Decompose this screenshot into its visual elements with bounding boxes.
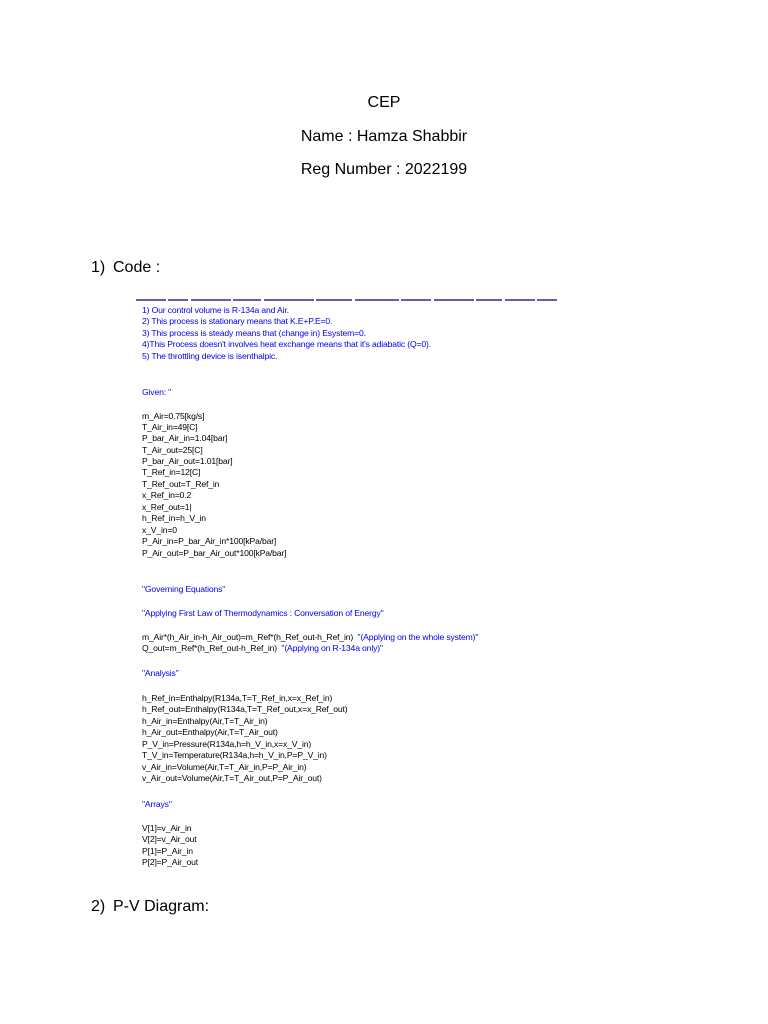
given-label: Given: "	[142, 387, 172, 397]
analysis-line: h_Air_out=Enthalpy(Air,T=T_Air_out)	[142, 727, 278, 737]
array-line: V[1]=v_Air_in	[142, 823, 192, 833]
given-line: T_Air_in=49[C]	[142, 422, 198, 432]
given-line: x_V_in=0	[142, 525, 177, 535]
author-name: Name : Hamza Shabbir	[300, 128, 468, 145]
section-heading-code	[91, 259, 160, 277]
given-line: P_bar_Air_in=1.04[bar]	[142, 433, 228, 443]
analysis-line: T_V_in=Temperature(R134a,h=h_V_in,P=P_V_in)	[142, 750, 327, 760]
equation-text: m_Air*(h_Air_in-h_Air_out)=m_Ref*(h_Ref_out-h_Ref_in)	[142, 632, 354, 642]
section-heading-pv-diagram	[91, 898, 209, 916]
assumption-line: 4)This Process doesn't involves heat exchange means that it's adiabatic (Q=0).	[142, 339, 431, 349]
assumption-line: 2) This process is stationary means that K.E+P.E=0.	[142, 316, 333, 326]
section-number: 1)	[91, 259, 106, 276]
section-label: P-V Diagram:	[113, 898, 210, 915]
equation-line	[142, 632, 478, 643]
governing-equations-label: "Governing Equations"	[142, 584, 226, 594]
equation-comment: "(Applying on R-134a only)"	[281, 643, 383, 653]
arrays-label: "Arrays"	[142, 799, 172, 809]
section-number: 2)	[91, 898, 106, 915]
array-line: V[2]=v_Air_out	[142, 834, 197, 844]
analysis-line: v_Air_out=Volume(Air,T=T_Air_out,P=P_Air_out)	[142, 773, 322, 783]
analysis-label: "Analysis"	[142, 668, 179, 678]
assumption-line: 3) This process is steady means that (change in) Esystem=0.	[142, 328, 366, 338]
given-line: P_Air_out=P_bar_Air_out*100[kPa/bar]	[142, 548, 287, 558]
analysis-line: P_V_in=Pressure(R134a,h=h_V_in,x=x_V_in)	[142, 739, 312, 749]
analysis-line: h_Ref_in=Enthalpy(R134a,T=T_Ref_in,x=x_Ref_in)	[142, 693, 333, 703]
truncated-top-line	[136, 297, 560, 303]
given-line: P_bar_Air_out=1.01[bar]	[142, 456, 233, 466]
given-line: P_Air_in=P_bar_Air_in*100[kPa/bar]	[142, 536, 277, 546]
analysis-line: v_Air_in=Volume(Air,T=T_Air_in,P=P_Air_in)	[142, 762, 307, 772]
given-line: m_Air=0.75[kg/s]	[142, 411, 205, 421]
analysis-line: h_Air_in=Enthalpy(Air,T=T_Air_in)	[142, 716, 268, 726]
given-line: T_Ref_out=T_Ref_in	[142, 479, 220, 489]
given-line: x_Ref_out=1|	[142, 502, 192, 512]
array-line: P[2]=P_Air_out	[142, 857, 198, 867]
assumption-line: 1) Our control volume is R-134a and Air.	[142, 305, 289, 315]
registration-number: Reg Number : 2022199	[300, 161, 468, 178]
given-line: T_Ref_in=12[C]	[142, 467, 201, 477]
equation-text: Q_out=m_Ref*(h_Ref_out-h_Ref_in)	[142, 643, 277, 653]
analysis-line: h_Ref_out=Enthalpy(R134a,T=T_Ref_out,x=x_Ref_out)	[142, 704, 348, 714]
equation-comment: "(Applying on the whole system)"	[357, 632, 479, 642]
given-line: x_Ref_in=0.2	[142, 490, 192, 500]
equation-line	[142, 643, 383, 654]
first-law-label: "Applying First Law of Thermodynamics : Conversation of Energy"	[142, 608, 384, 618]
section-label: Code :	[113, 259, 161, 276]
document-title: CEP	[367, 94, 401, 111]
assumption-line: 5) The throttling device is isenthalpic.	[142, 351, 278, 361]
code-screenshot	[136, 297, 560, 877]
array-line: P[1]=P_Air_in	[142, 846, 193, 856]
given-line: T_Air_out=25[C]	[142, 445, 203, 455]
given-line: h_Ref_in=h_V_in	[142, 513, 206, 523]
